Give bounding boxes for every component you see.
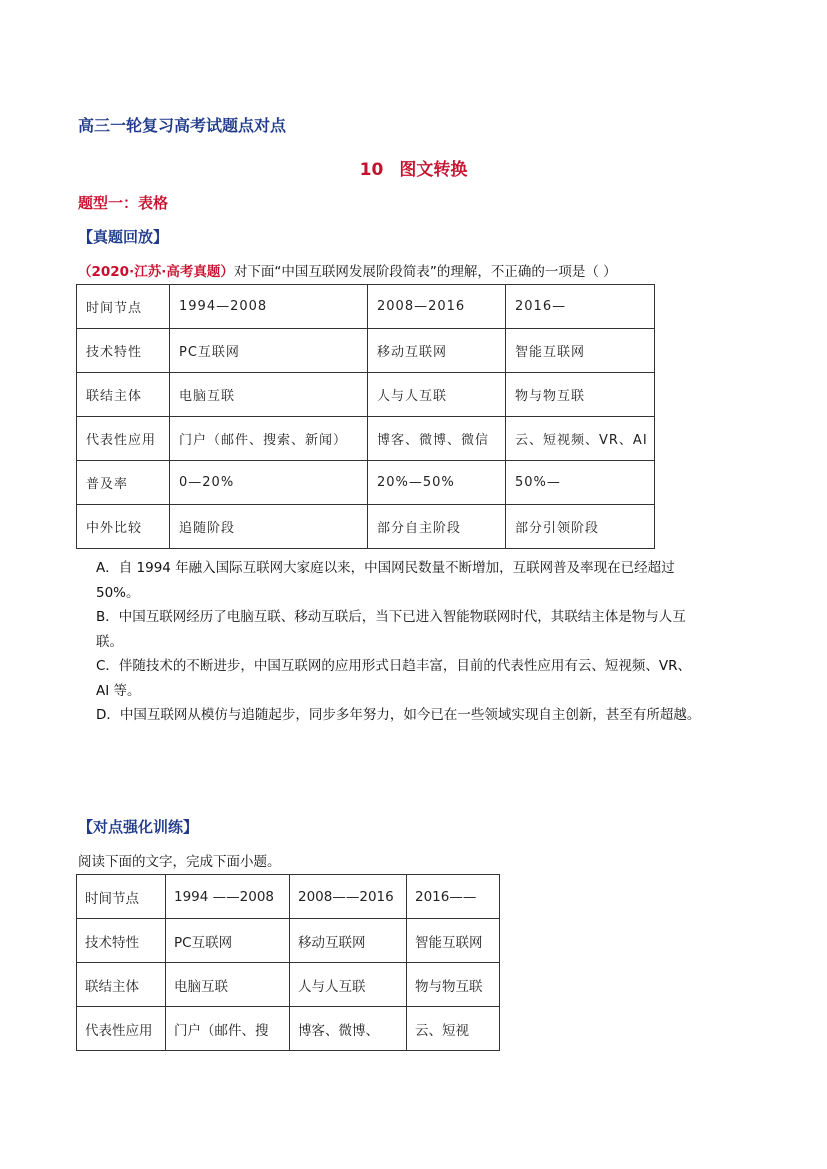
table-row (77, 461, 655, 505)
table-row (77, 285, 655, 329)
option-a (96, 556, 756, 605)
training-table (76, 874, 500, 1051)
option-c-line2: AI 等。 (96, 682, 141, 699)
option-d-line1: D．中国互联网从模仿与追随起步，同步多年努力，如今已在一些领域实现自主创新，甚至有所超越。 (96, 707, 701, 723)
table-cell: 1994 ——2008 (166, 875, 290, 919)
table-row (77, 963, 500, 1007)
table-cell: 电脑互联 (166, 963, 290, 1007)
table-cell: 移动互联网 (368, 329, 506, 373)
table-cell: 50%— (506, 461, 655, 505)
table-cell: 云、短视频、VR、AI (506, 417, 655, 461)
answer-options (96, 556, 756, 728)
table-cell: 博客、微博、 (290, 1007, 407, 1051)
table-cell: 人与人互联 (368, 373, 506, 417)
table-row (77, 919, 500, 963)
table-cell: 智能互联网 (407, 919, 500, 963)
question-text: 对下面“中国互联网发展阶段简表”的理解，不正确的一项是（ ） (233, 264, 617, 280)
table-row-header-cell: 普及率 (77, 461, 170, 505)
chapter-title: 图文转换 (399, 160, 468, 180)
table-row (77, 875, 500, 919)
table-cell: 电脑互联 (170, 373, 368, 417)
question-type-label: 题型一：表格 (78, 194, 169, 212)
section-heading-training: 【对点强化训练】 (78, 818, 199, 836)
table-row-header-cell: 联结主体 (77, 373, 170, 417)
doc-header-title: 高三一轮复习高考试题点对点 (78, 116, 287, 135)
table-cell: PC互联网 (166, 919, 290, 963)
table-cell: 门户（邮件、搜索、新闻） (170, 417, 368, 461)
table-cell: 物与物互联 (506, 373, 655, 417)
section-heading-real-exam: 【真题回放】 (78, 228, 169, 246)
option-c-line1: C．伴随技术的不断进步，中国互联网的应用形式日趋丰富，目前的代表性应用有云、短视频、VR、 (96, 658, 692, 674)
chapter-number: 10 (359, 160, 384, 180)
reading-instruction: 阅读下面的文字，完成下面小题。 (78, 854, 281, 870)
option-c (96, 654, 756, 703)
table-cell: 追随阶段 (170, 505, 368, 549)
table-cell: 2008—2016 (368, 285, 506, 329)
question-stem (78, 260, 617, 280)
table-row (77, 373, 655, 417)
table-cell: 0—20% (170, 461, 368, 505)
table-cell: 1994—2008 (170, 285, 368, 329)
table-cell: 人与人互联 (290, 963, 407, 1007)
table-cell: 2008——2016 (290, 875, 407, 919)
chapter-heading (0, 155, 827, 180)
table-cell: 移动互联网 (290, 919, 407, 963)
table-row-header-cell: 中外比较 (77, 505, 170, 549)
option-b (96, 605, 756, 654)
table-row-header-cell: 技术特性 (77, 919, 166, 963)
table-cell: 物与物互联 (407, 963, 500, 1007)
table-cell: 20%—50% (368, 461, 506, 505)
table-row-header-cell: 技术特性 (77, 329, 170, 373)
table-row (77, 417, 655, 461)
option-a-line2: 50%。 (96, 584, 140, 601)
table-row (77, 505, 655, 549)
option-d (96, 703, 756, 728)
table-row-header-cell: 时间节点 (77, 875, 166, 919)
table-cell: 云、短视 (407, 1007, 500, 1051)
table-row (77, 329, 655, 373)
option-b-line1: B．中国互联网经历了电脑互联、移动互联后，当下已进入智能物联网时代，其联结主体是物与人互 (96, 609, 686, 625)
question-source: （2020·江苏·高考真题） (78, 264, 234, 280)
table-cell: 智能互联网 (506, 329, 655, 373)
option-a-line1: A．自 1994 年融入国际互联网大家庭以来，中国网民数量不断增加，互联网普及率现在已经超过 (96, 560, 675, 576)
table-cell: 博客、微博、微信 (368, 417, 506, 461)
table-row-header-cell: 代表性应用 (77, 1007, 166, 1051)
table-row (77, 1007, 500, 1051)
table-cell: 2016— (506, 285, 655, 329)
internet-stage-table (76, 284, 655, 549)
table-cell: 门户（邮件、搜 (166, 1007, 290, 1051)
option-b-line2: 联。 (96, 633, 123, 650)
table-cell: 部分自主阶段 (368, 505, 506, 549)
table-cell: 2016—— (407, 875, 500, 919)
table-row-header-cell: 联结主体 (77, 963, 166, 1007)
table-row-header-cell: 时间节点 (77, 285, 170, 329)
table-cell: PC互联网 (170, 329, 368, 373)
table-row-header-cell: 代表性应用 (77, 417, 170, 461)
table-cell: 部分引领阶段 (506, 505, 655, 549)
